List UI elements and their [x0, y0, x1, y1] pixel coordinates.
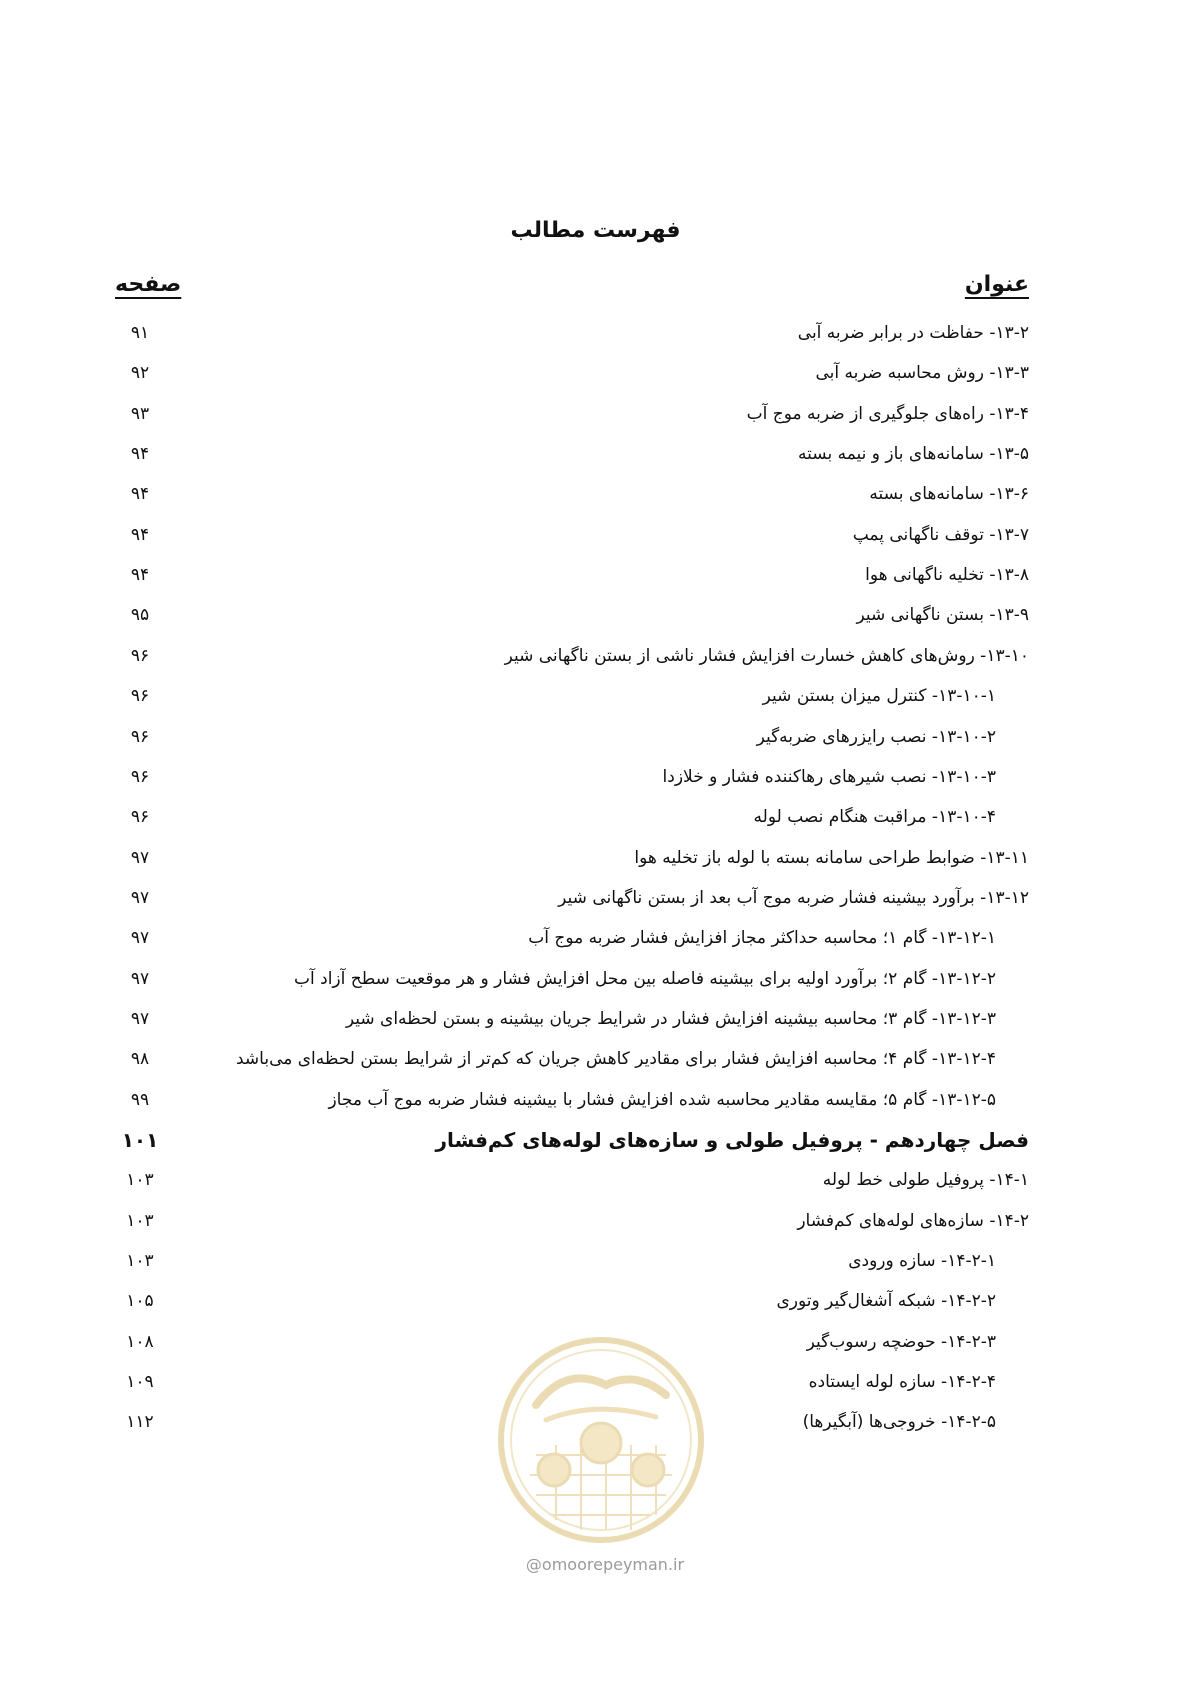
- toc-entry-page: ۹۴: [130, 565, 150, 586]
- toc-row: [0, 1239, 1191, 1283]
- toc-entry-title: ۱۳-۱۰-۴- مراقبت هنگام نصب لوله: [753, 807, 996, 828]
- toc-entry-page: ۱۰۳: [126, 1251, 154, 1272]
- toc-row: [0, 715, 1191, 759]
- toc-entry-title: ۱۴-۲-۳- حوضچه رسوب‌گیر: [806, 1331, 996, 1352]
- toc-entry-title: ۱۴-۲-۵- خروجی‌ها (آبگیرها): [802, 1412, 996, 1433]
- toc-entry-page: ۹۶: [130, 726, 150, 747]
- toc-entry-page: ۱۰۸: [126, 1331, 154, 1352]
- toc-entry-title: ۱۳-۵- سامانه‌های باز و نیمه بسته: [798, 444, 1029, 465]
- toc-row: [0, 634, 1191, 678]
- toc-entry-page: ۹۹: [130, 1089, 150, 1110]
- toc-entry-title: ۱۳-۶- سامانه‌های بسته: [869, 484, 1029, 505]
- toc-entry-page: ۹۶: [130, 645, 150, 666]
- toc-entry-title: ۱۳-۱۲-۳- گام ۳؛ محاسبه بیشینه افزایش فشار در شرایط جریان بیشینه و بستن لحظه‌ای شیر: [345, 1008, 996, 1029]
- toc-row: [0, 1037, 1191, 1081]
- toc-entry-title: ۱۳-۱۲-۴- گام ۴؛ محاسبه افزایش فشار برای مقادیر کاهش جریان که کم‌تر از شرایط بستن لحظه‌ای می‌باشد: [235, 1049, 996, 1070]
- toc-entry-page: ۹۶: [130, 807, 150, 828]
- toc-row: [0, 432, 1191, 476]
- toc-entry-title: ۱۳-۱۰-۲- نصب رایزرهای ضربه‌گیر: [756, 726, 996, 747]
- toc-row: [0, 351, 1191, 395]
- toc-entry-page: ۹۴: [130, 484, 150, 505]
- toc-row: [0, 795, 1191, 839]
- toc-entry-page: ۱۰۳: [126, 1170, 154, 1191]
- toc-entry-page: ۹۷: [130, 928, 150, 949]
- toc-entry-page: ۱۱۲: [126, 1412, 154, 1433]
- toc-row: [0, 311, 1191, 355]
- toc-row: [0, 1158, 1191, 1202]
- toc-entry-page: ۱۰۱: [121, 1128, 159, 1152]
- toc-entry-title: ۱۴-۲-۲- شبکه آشغال‌گیر وتوری: [776, 1291, 996, 1312]
- toc-row: [0, 1199, 1191, 1243]
- toc-entry-page: ۹۷: [130, 847, 150, 868]
- toc-entry-title: ۱۳-۱۲-۱- گام ۱؛ محاسبه حداکثر مجاز افزایش فشار ضربه موج آب: [528, 928, 996, 949]
- toc-row: [0, 836, 1191, 880]
- toc-entry-title: ۱۴-۲- سازه‌های لوله‌های کم‌فشار: [797, 1210, 1029, 1231]
- toc-entry-page: ۱۰۳: [126, 1210, 154, 1231]
- toc-entry-title: ۱۳-۹- بستن ناگهانی شیر: [856, 605, 1029, 626]
- toc-entry-title: ۱۳-۷- توقف ناگهانی پمپ: [852, 524, 1029, 545]
- toc-entry-title: فصل چهاردهم - پروفیل طولی و سازه‌های لوله‌های کم‌فشار: [435, 1128, 1029, 1152]
- toc-entry-page: ۹۴: [130, 524, 150, 545]
- toc-row: [0, 876, 1191, 920]
- toc-entry-title: ۱۴-۲-۱- سازه ورودی: [848, 1251, 996, 1272]
- toc-entry-page: ۹۱: [130, 323, 150, 343]
- toc-entry-title: ۱۳-۲- حفاظت در برابر ضربه آبی: [797, 323, 1029, 343]
- toc-entry-page: ۹۸: [130, 1049, 150, 1070]
- toc-row: [0, 513, 1191, 557]
- toc-entry-title: ۱۳-۱۲- برآورد بیشینه فشار ضربه موج آب بعد از بستن ناگهانی شیر: [558, 887, 1029, 908]
- toc-entry-title: ۱۳-۴- راه‌های جلوگیری از ضربه موج آب: [746, 403, 1029, 424]
- toc-row: [0, 1078, 1191, 1122]
- toc-entry-page: ۱۰۹: [126, 1372, 154, 1393]
- toc-entry-page: ۹۳: [130, 403, 150, 424]
- toc-row: [0, 957, 1191, 1001]
- omoorepeyman-stamp-icon: [496, 1335, 706, 1545]
- toc-entry-title: ۱۳-۱۱- ضوابط طراحی سامانه بسته با لوله باز تخلیه هوا: [634, 847, 1029, 868]
- toc-entry-title: ۱۳-۱۲-۲- گام ۲؛ برآورد اولیه برای بیشینه فاصله بین محل افزایش فشار و هر موقعیت سطح آزاد آب: [294, 968, 996, 989]
- page-title: فهرست مطالب: [510, 218, 681, 243]
- toc-entry-title: ۱۳-۱۰- روش‌های کاهش خسارت افزایش فشار ناشی از بستن ناگهانی شیر: [504, 645, 1029, 666]
- toc-row: [0, 392, 1191, 436]
- toc-entry-title: ۱۴-۱- پروفیل طولی خط لوله: [822, 1170, 1029, 1191]
- toc-row: [0, 593, 1191, 637]
- toc-row: [0, 674, 1191, 718]
- toc-row: [0, 472, 1191, 516]
- toc-entry-page: ۹۴: [130, 444, 150, 465]
- toc-entry-page: ۹۷: [130, 968, 150, 989]
- toc-entry-title: ۱۳-۱۲-۵- گام ۵؛ مقایسه مقادیر محاسبه شده افزایش فشار با بیشینه فشار ضربه موج آب مجاز: [328, 1089, 996, 1110]
- toc-entry-page: ۱۰۵: [126, 1291, 154, 1312]
- toc-chapter-row: [0, 1118, 1191, 1162]
- page-column-header: صفحه: [115, 272, 182, 297]
- toc-entry-title: ۱۴-۲-۴- سازه لوله ایستاده: [808, 1372, 996, 1393]
- toc-entry-page: ۹۵: [130, 605, 150, 626]
- toc-entry-page: ۹۲: [130, 363, 150, 384]
- toc-entry-title: ۱۳-۱۰-۱- کنترل میزان بستن شیر: [762, 686, 996, 707]
- toc-entry-title: ۱۳-۱۰-۳- نصب شیرهای رهاکننده فشار و خلازدا: [662, 766, 996, 787]
- toc-row: [0, 1279, 1191, 1323]
- toc-row: [0, 755, 1191, 799]
- toc-entry-title: ۱۳-۸- تخلیه ناگهانی هوا: [865, 565, 1029, 586]
- toc-row: [0, 553, 1191, 597]
- toc-entry-title: ۱۳-۳- روش محاسبه ضربه آبی: [815, 363, 1029, 384]
- toc-entry-page: ۹۶: [130, 766, 150, 787]
- title-column-header: عنوان: [964, 272, 1029, 297]
- toc-entry-page: ۹۷: [130, 1008, 150, 1029]
- toc-row: [0, 916, 1191, 960]
- toc-entry-page: ۹۶: [130, 686, 150, 707]
- watermark-url: @omoorepeyman.ir: [525, 1555, 685, 1574]
- toc-entry-page: ۹۷: [130, 887, 150, 908]
- toc-row: [0, 997, 1191, 1041]
